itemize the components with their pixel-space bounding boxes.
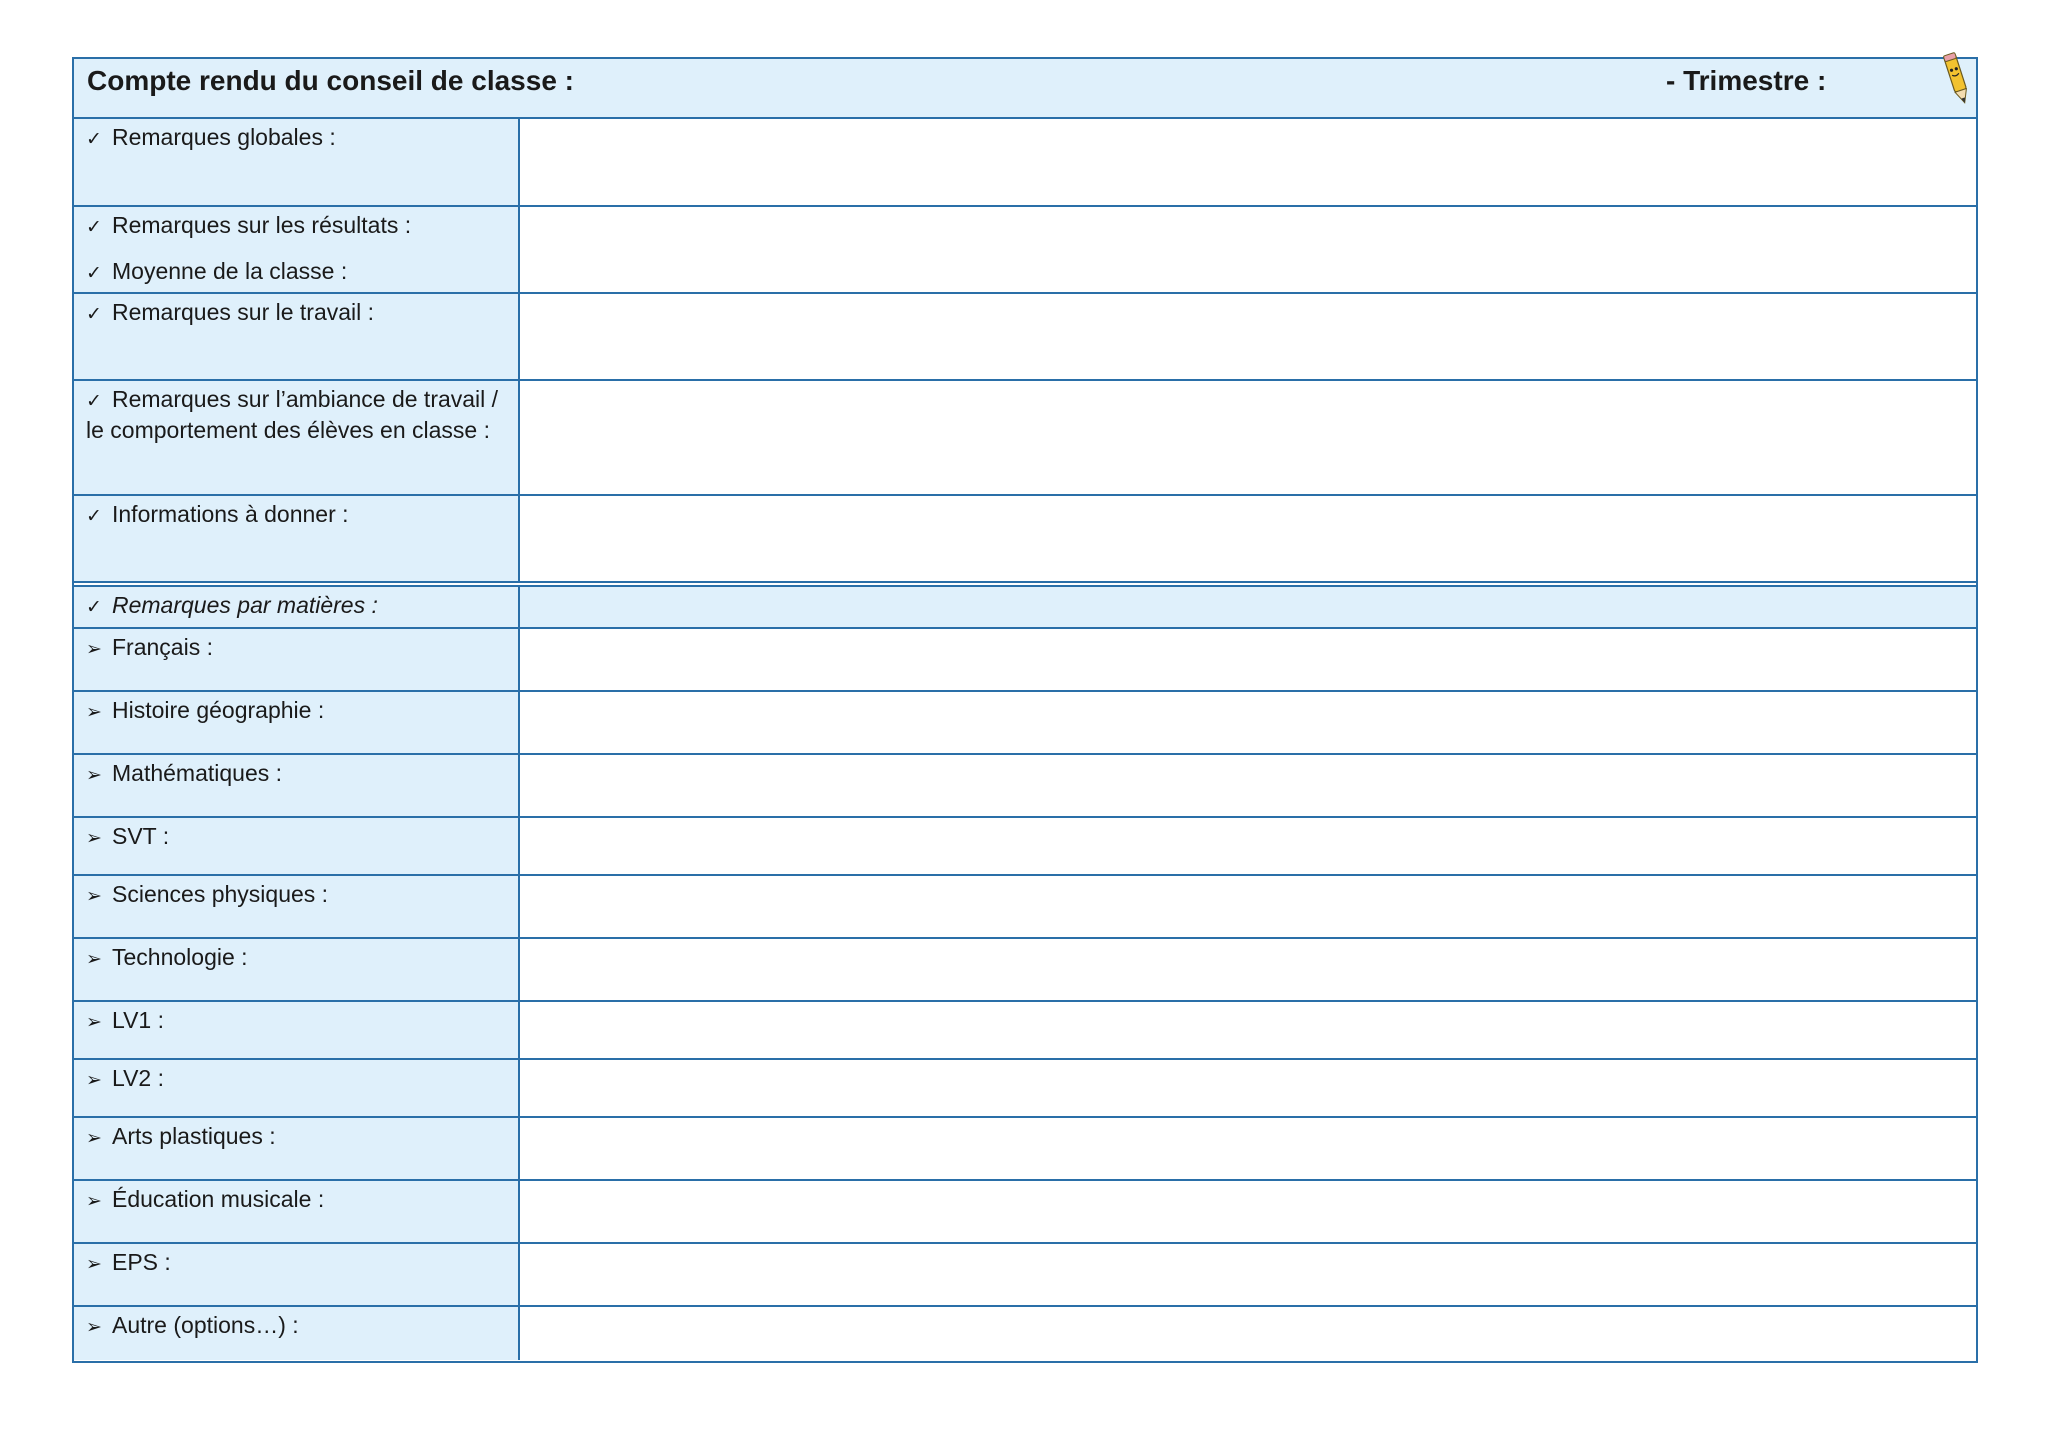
subject-name: Français : bbox=[112, 634, 213, 660]
histoire-geographie-field[interactable] bbox=[520, 692, 1976, 753]
check-icon: ✓ bbox=[86, 217, 102, 238]
arrow-icon: ➢ bbox=[86, 949, 102, 970]
section-label bbox=[74, 496, 520, 581]
subject-name: SVT : bbox=[112, 823, 170, 849]
mathematiques-field[interactable] bbox=[520, 755, 1976, 816]
arts-plastiques-field[interactable] bbox=[520, 1118, 1976, 1179]
arrow-icon: ➢ bbox=[86, 886, 102, 907]
ambiance-field[interactable] bbox=[520, 381, 1976, 494]
francais-field[interactable] bbox=[520, 629, 1976, 690]
subject-label bbox=[74, 1002, 520, 1058]
label-text: Remarques sur l’ambiance de travail / le comportement des élèves en classe : bbox=[86, 386, 499, 443]
subject-label bbox=[74, 818, 520, 874]
subjects-heading: Remarques par matières : bbox=[112, 592, 378, 618]
label-text: Remarques sur le travail : bbox=[112, 299, 375, 325]
informations-field[interactable] bbox=[520, 496, 1976, 581]
svt-field[interactable] bbox=[520, 818, 1976, 874]
remarques-globales-field[interactable] bbox=[520, 119, 1976, 205]
check-icon: ✓ bbox=[86, 263, 102, 284]
trimestre-label: - Trimestre : bbox=[1666, 65, 1827, 96]
form-header bbox=[74, 59, 1976, 117]
council-report-form bbox=[72, 57, 1978, 1363]
subject-name: Autre (options…) : bbox=[112, 1312, 299, 1338]
arrow-icon: ➢ bbox=[86, 765, 102, 786]
subject-name: LV1 : bbox=[112, 1007, 164, 1033]
subject-name: Arts plastiques : bbox=[112, 1123, 276, 1149]
subject-name: EPS : bbox=[112, 1249, 171, 1275]
section-row bbox=[74, 494, 1976, 581]
subject-row bbox=[74, 1000, 1976, 1058]
check-icon: ✓ bbox=[86, 129, 102, 150]
check-icon: ✓ bbox=[86, 391, 102, 412]
check-icon: ✓ bbox=[86, 506, 102, 527]
lv2-field[interactable] bbox=[520, 1060, 1976, 1116]
arrow-icon: ➢ bbox=[86, 1191, 102, 1212]
arrow-icon: ➢ bbox=[86, 1012, 102, 1033]
subject-row bbox=[74, 753, 1976, 816]
subject-name: Mathématiques : bbox=[112, 760, 283, 786]
subject-row bbox=[74, 1116, 1976, 1179]
check-icon: ✓ bbox=[86, 304, 102, 325]
subject-name: Sciences physiques : bbox=[112, 881, 329, 907]
subject-name: Histoire géographie : bbox=[112, 697, 325, 723]
subject-label bbox=[74, 629, 520, 690]
subject-name: Éducation musicale : bbox=[112, 1186, 325, 1212]
subject-label bbox=[74, 876, 520, 937]
pencil-icon bbox=[1940, 49, 1974, 109]
section-label bbox=[74, 381, 520, 494]
arrow-icon: ➢ bbox=[86, 702, 102, 723]
eps-field[interactable] bbox=[520, 1244, 1976, 1305]
check-icon: ✓ bbox=[86, 597, 102, 618]
technologie-field[interactable] bbox=[520, 939, 1976, 1000]
label-text: Informations à donner : bbox=[112, 501, 349, 527]
subject-label bbox=[74, 1181, 520, 1242]
section-row bbox=[74, 117, 1976, 205]
travail-field[interactable] bbox=[520, 294, 1976, 379]
arrow-icon: ➢ bbox=[86, 1317, 102, 1338]
subject-label bbox=[74, 1118, 520, 1179]
section-label bbox=[74, 587, 520, 627]
subject-label bbox=[74, 755, 520, 816]
subject-name: LV2 : bbox=[112, 1065, 164, 1091]
subject-label bbox=[74, 1307, 520, 1360]
subject-label bbox=[74, 939, 520, 1000]
arrow-icon: ➢ bbox=[86, 828, 102, 849]
subjects-heading-row bbox=[74, 581, 1976, 627]
subject-row bbox=[74, 1305, 1976, 1360]
label-text: Moyenne de la classe : bbox=[112, 258, 348, 284]
arrow-icon: ➢ bbox=[86, 1128, 102, 1149]
sciences-physiques-field[interactable] bbox=[520, 876, 1976, 937]
subject-row bbox=[74, 1242, 1976, 1305]
section-row bbox=[74, 292, 1976, 379]
section-label bbox=[74, 207, 520, 292]
lv1-field[interactable] bbox=[520, 1002, 1976, 1058]
section-row bbox=[74, 379, 1976, 494]
arrow-icon: ➢ bbox=[86, 1254, 102, 1275]
subject-row bbox=[74, 816, 1976, 874]
subject-row bbox=[74, 1179, 1976, 1242]
subject-row bbox=[74, 874, 1976, 937]
autre-options-field[interactable] bbox=[520, 1307, 1976, 1360]
subject-row bbox=[74, 937, 1976, 1000]
arrow-icon: ➢ bbox=[86, 639, 102, 660]
label-text: Remarques globales : bbox=[112, 124, 336, 150]
subject-name: Technologie : bbox=[112, 944, 248, 970]
subject-label bbox=[74, 692, 520, 753]
subject-label bbox=[74, 1244, 520, 1305]
subject-row bbox=[74, 690, 1976, 753]
subjects-heading-field bbox=[520, 587, 1976, 627]
education-musicale-field[interactable] bbox=[520, 1181, 1976, 1242]
form-title: Compte rendu du conseil de classe : bbox=[87, 65, 575, 96]
arrow-icon: ➢ bbox=[86, 1070, 102, 1091]
section-label bbox=[74, 119, 520, 205]
subject-row bbox=[74, 627, 1976, 690]
label-text: Remarques sur les résultats : bbox=[112, 212, 412, 238]
subject-row bbox=[74, 1058, 1976, 1116]
subject-label bbox=[74, 1060, 520, 1116]
resultats-field[interactable] bbox=[520, 207, 1976, 292]
section-row bbox=[74, 205, 1976, 292]
section-label bbox=[74, 294, 520, 379]
